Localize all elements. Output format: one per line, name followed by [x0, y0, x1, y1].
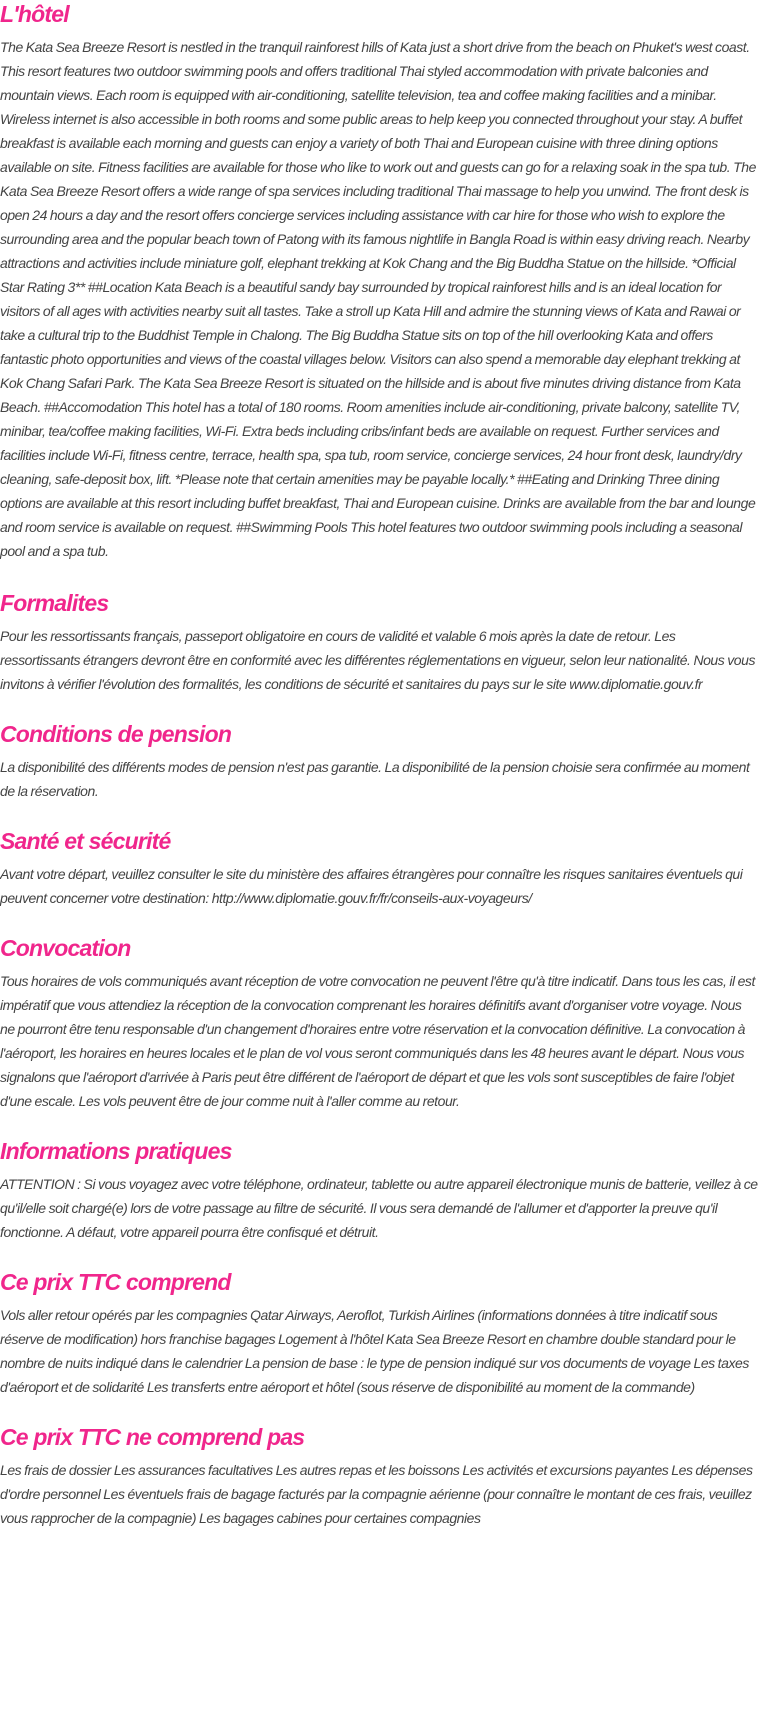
section-formalites: [0, 589, 758, 696]
section-sante-securite: [0, 827, 758, 910]
section-title-prix-ne-comprend-pas: Ce prix TTC ne comprend pas: [0, 1424, 305, 1450]
section-body-informations-pratiques: ATTENTION : Si vous voyagez avec votre téléphone, ordinateur, tablette ou autre appareil électronique munis de batterie, veillez à ce qu'il/elle soit chargé(e) lors de votre passage au filtre de sécurité. Il vous sera demandé de l'allumer et d'apporter la preuve qu'il fonctionne. A défaut, votre appareil pourra être confisqué et détruit.: [0, 1176, 758, 1240]
section-title-conditions-pension: Conditions de pension: [0, 721, 232, 747]
section-title-hotel: L'hôtel: [0, 1, 69, 27]
section-body-conditions-pension: La disponibilité des différents modes de pension n'est pas garantie. La disponibilité de la pension choisie sera confirmée au moment de la réservation.: [0, 759, 750, 799]
section-hotel: [0, 0, 758, 563]
section-prix-comprend: [0, 1268, 758, 1399]
section-body-hotel: The Kata Sea Breeze Resort is nestled in the tranquil rainforest hills of Kata just a short drive from the beach on Phuket's west coast. This resort features two outdoor swimming pools and offers traditional Thai styled accommodation with private balconies and mountain views. Each room is equipped with air-conditioning, satellite television, tea and coffee making facilities and a minibar. Wireless internet is also accessible in both rooms and some public areas to help keep you connected throughout your stay. A buffet breakfast is available each morning and guests can enjoy a variety of both Thai and European cuisine with three dining options available on site. Fitness facilities are available for those who like to work out and guests can go for a relaxing soak in the spa tub. The Kata Sea Breeze Resort offers a wide range of spa services including traditional Thai massage to help you unwind. The front desk is open 24 hours a day and the resort offers concierge services including assistance with car hire for those who wish to explore the surrounding area and the popular beach town of Patong with its famous nightlife in Bangla Road is within easy driving reach. Nearby attractions and activities include miniature golf, elephant trekking at Kok Chang and the Big Buddha Statue on the hillside. *Official Star Rating 3** ##Location Kata Beach is a beautiful sandy bay surrounded by tropical rainforest hills and is an ideal location for visitors of all ages with activities nearby suit all tastes. Take a stroll up Kata Hill and admire the stunning views of Kata and Rawai or take a cultural trip to the Buddhist Temple in Chalong. The Big Buddha Statue sits on top of the hill overlooking Kata and offers fantastic photo opportunities and views of the coastal villages below. Visitors can also spend a memorable day elephant trekking at Kok Chang Safari Park. The Kata Sea Breeze Resort is situated on the hillside and is about five minutes driving distance from Kata Beach. ##Accomodation This hotel has a total of 180 rooms. Room amenities include air-conditioning, private balcony, satellite TV, minibar, tea/coffee making facilities, Wi-Fi. Extra beds including cribs/infant beds are available on request. Further services and facilities include Wi-Fi, fitness centre, terrace, health spa, spa tub, room service, concierge services, 24 hour front desk, laundry/dry cleaning, safe-deposit box, lift. *Please note that certain amenities may be payable locally.* ##Eating and Drinking Three dining options are available at this resort including buffet breakfast, Thai and European cuisine. Drinks are available from the bar and lounge and room service is available on request. ##Swimming Pools This hotel features two outdoor swimming pools including a seasonal pool and a spa tub.: [0, 39, 756, 559]
section-title-convocation: Convocation: [0, 935, 131, 961]
section-title-formalites: Formalites: [0, 590, 109, 616]
section-body-prix-comprend: Vols aller retour opérés par les compagnies Qatar Airways, Aeroflot, Turkish Airlines (informations données à titre indicatif sous réserve de modification) hors franchise bagages Logement à l'hôtel Kata Sea Breeze Resort en chambre double standard pour le nombre de nuits indiqué dans le calendrier La pension de base : le type de pension indiqué sur vos documents de voyage Les taxes d'aéroport et de solidarité Les transferts entre aéroport et hôtel (sous réserve de disponibilité au moment de la commande): [0, 1307, 749, 1395]
section-informations-pratiques: [0, 1137, 758, 1244]
section-body-formalites: Pour les ressortissants français, passeport obligatoire en cours de validité et valable 6 mois après la date de retour. Les ressortissants étrangers devront être en conformité avec les différentes réglementations en vigueur, selon leur nationalité. Nous vous invitons à vérifier l'évolution des formalités, les conditions de sécurité et sanitaires du pays sur le site www.diplomatie.gouv.fr: [0, 628, 756, 692]
section-title-informations-pratiques: Informations pratiques: [0, 1138, 232, 1164]
section-prix-ne-comprend-pas: [0, 1423, 758, 1530]
section-convocation: [0, 934, 758, 1113]
section-body-prix-ne-comprend-pas: Les frais de dossier Les assurances facultatives Les autres repas et les boissons Les activités et excursions payantes Les dépenses d'ordre personnel Les éventuels frais de bagage facturés par la compagnie aérienne (pour connaître le montant de ces frais, veuillez vous rapprocher de la compagnie) Les bagages cabines pour certaines compagnies: [0, 1462, 753, 1526]
section-title-sante-securite: Santé et sécurité: [0, 828, 171, 854]
section-body-sante-securite: Avant votre départ, veuillez consulter le site du ministère des affaires étrangères pour connaître les risques sanitaires éventuels qui peuvent concerner votre destination: http://www.diplomatie.gouv.fr/fr/conseils-aux-voyageurs/: [0, 866, 743, 906]
section-title-prix-comprend: Ce prix TTC comprend: [0, 1269, 231, 1295]
section-body-convocation: Tous horaires de vols communiqués avant réception de votre convocation ne peuvent l'être qu'à titre indicatif. Dans tous les cas, il est impératif que vous attendiez la réception de la convocation comprenant les horaires définitifs avant d'organiser votre voyage. Nous ne pourront être tenu responsable d'un changement d'horaires entre votre réservation et la convocation définitive. La convocation à l'aéroport, les horaires en heures locales et le plan de vol vous seront communiqués dans les 48 heures avant le départ. Nous vous signalons que l'aéroport d'arrivée à Paris peut être différent de l'aéroport de départ et que les vols sont susceptibles de faire l'objet d'une escale. Les vols peuvent être de jour comme nuit à l'aller comme au retour.: [0, 973, 755, 1109]
section-conditions-pension: [0, 720, 758, 803]
